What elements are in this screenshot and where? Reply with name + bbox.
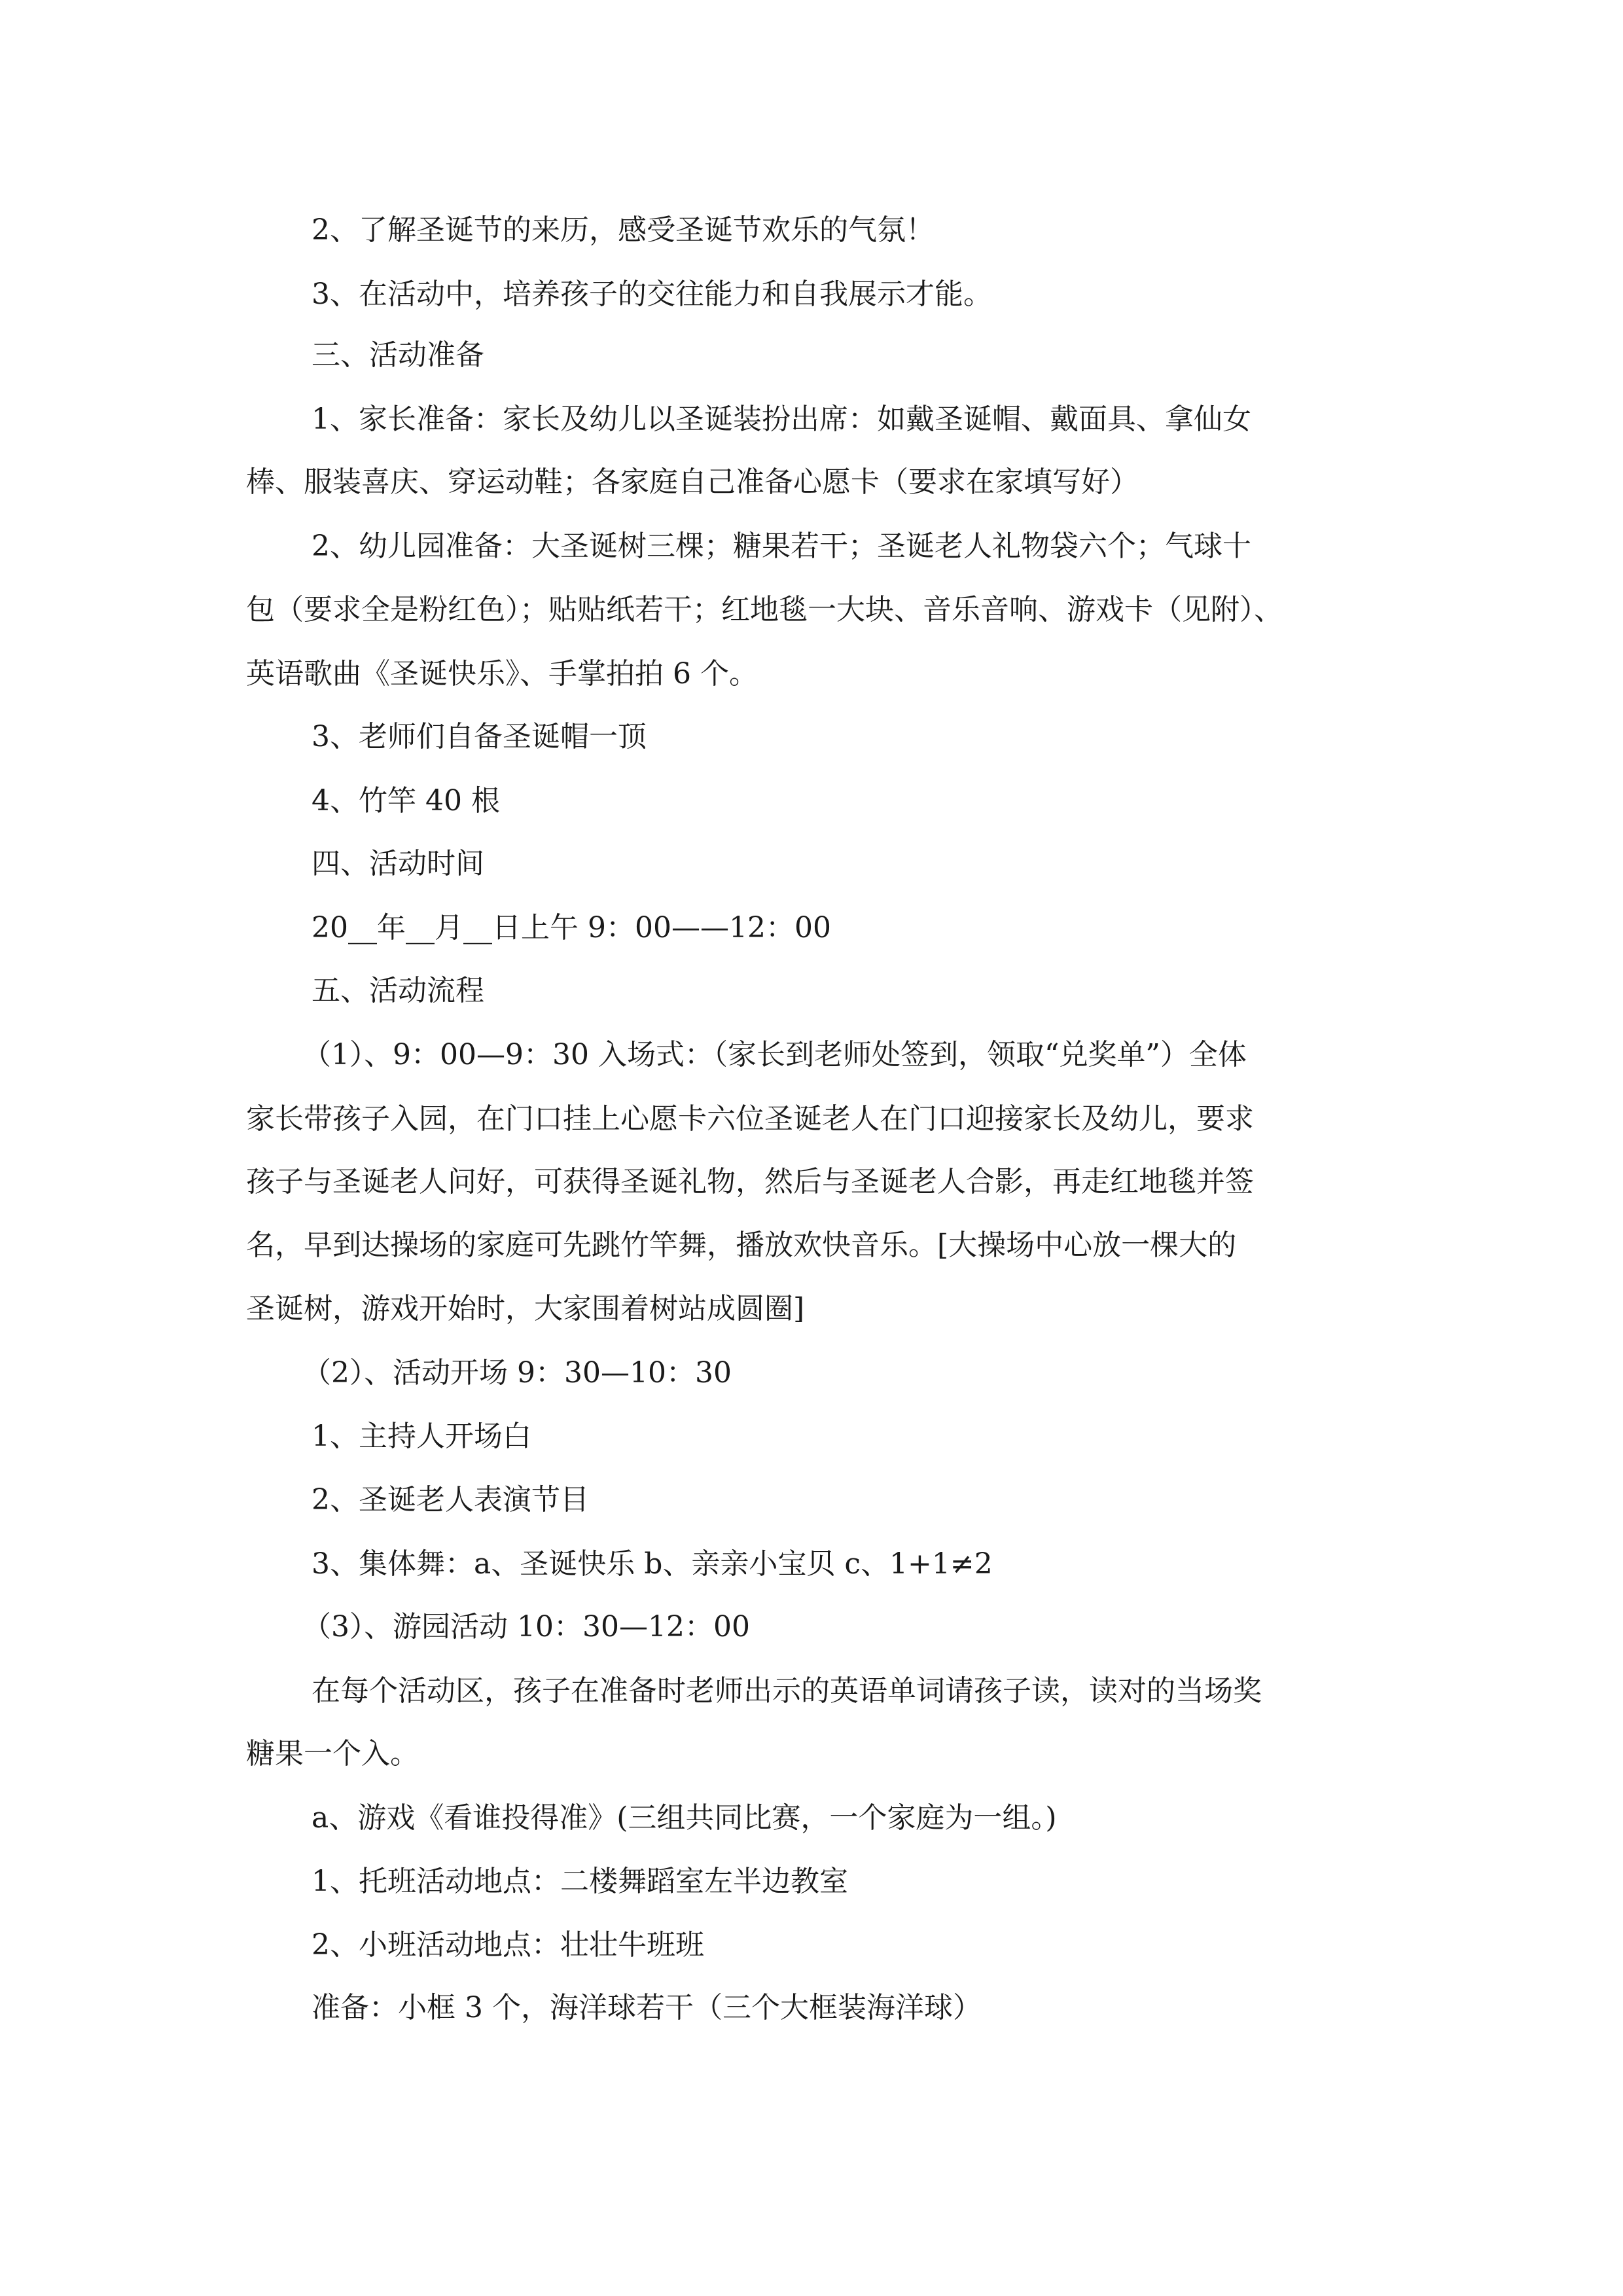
text-line: a、游戏《看谁投得准》(三组共同比赛，一个家庭为一组。): [312, 1801, 1057, 1835]
section-heading: 四、活动时间: [312, 847, 484, 880]
text-line: 棒、服装喜庆、穿运动鞋；各家庭自己准备心愿卡（要求在家填写好）: [246, 465, 1139, 499]
text-line: 英语歌曲《圣诞快乐》、手掌拍拍 6 个。: [246, 657, 758, 691]
text-line: （2）、活动开场 9：30—10：30: [302, 1356, 732, 1390]
text-line: 2、幼儿园准备：大圣诞树三棵；糖果若干；圣诞老人礼物袋六个；气球十: [312, 529, 1251, 563]
text-line: 3、在活动中，培养孩子的交往能力和自我展示才能。: [312, 278, 992, 311]
text-line: 4、竹竿 40 根: [312, 784, 500, 817]
text-line: 家长带孩子入园，在门口挂上心愿卡六位圣诞老人在门口迎接家长及幼儿，要求: [246, 1102, 1254, 1136]
text-line: 1、托班活动地点：二楼舞蹈室左半边教室: [312, 1865, 848, 1898]
text-line: 1、主持人开场白: [312, 1420, 531, 1453]
section-heading: 五、活动流程: [312, 974, 484, 1007]
text-line: 1、家长准备：家长及幼儿以圣诞装扮出席：如戴圣诞帽、戴面具、拿仙女: [312, 403, 1251, 436]
text-line: 3、老师们自备圣诞帽一顶: [312, 720, 647, 753]
text-line: 2、小班活动地点：壮壮牛班班: [312, 1928, 704, 1962]
text-line: 孩子与圣诞老人问好，可获得圣诞礼物，然后与圣诞老人合影，再走红地毯并签: [246, 1165, 1254, 1198]
text-line: 准备：小框 3 个，海洋球若干（三个大框装海洋球）: [312, 1991, 982, 2024]
text-line: （1）、9：00—9：30 入场式：（家长到老师处签到，领取“兑奖单”）全体: [302, 1038, 1247, 1071]
text-line: 包（要求全是粉红色）；贴贴纸若干；红地毯一大块、音乐音响、游戏卡（见附）、: [246, 593, 1283, 626]
text-line: 2、了解圣诞节的来历，感受圣诞节欢乐的气氛！: [312, 213, 935, 247]
text-line: 2、圣诞老人表演节目: [312, 1483, 589, 1516]
text-line: 糖果一个入。: [246, 1737, 419, 1770]
section-heading: 三、活动准备: [312, 338, 484, 372]
text-line: 20__年__月__日上午 9：00——12：00: [312, 911, 831, 944]
text-line: 在每个活动区，孩子在准备时老师出示的英语单词请孩子读，读对的当场奖: [312, 1674, 1262, 1708]
text-line: 圣诞树，游戏开始时，大家围着树站成圆圈]: [246, 1292, 805, 1325]
text-line: （3）、游园活动 10：30—12：00: [302, 1610, 750, 1643]
text-line: 名，早到达操场的家庭可先跳竹竿舞，播放欢快音乐。[大操场中心放一棵大的: [246, 1229, 1237, 1262]
text-line: 3、集体舞：a、圣诞快乐 b、亲亲小宝贝 c、1+1≠2: [312, 1547, 993, 1581]
